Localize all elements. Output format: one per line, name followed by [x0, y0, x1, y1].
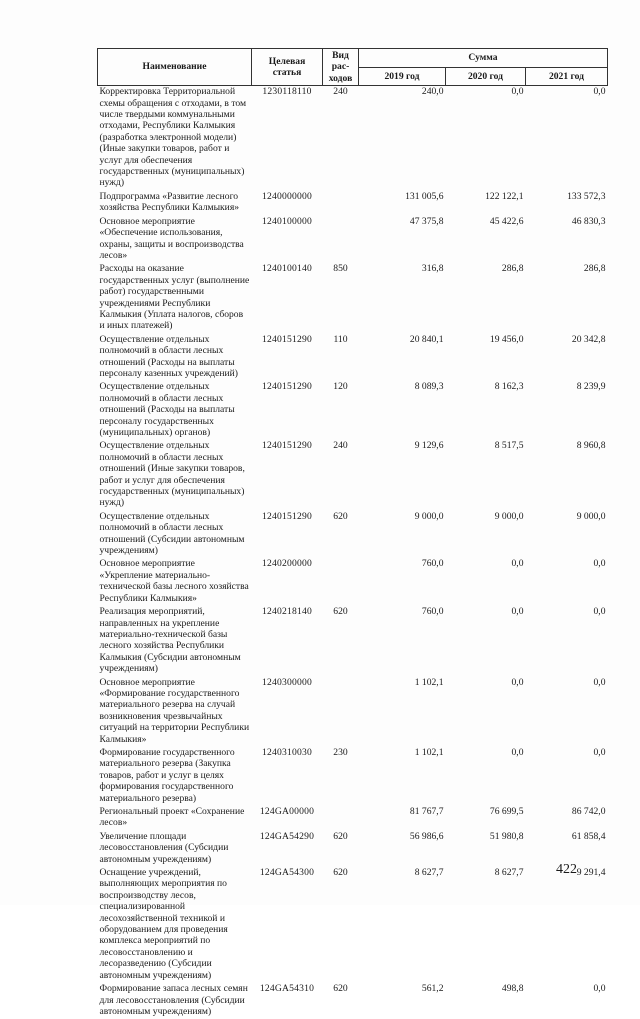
table-row — [98, 867, 608, 983]
row-value-2019: 1 102,1 — [414, 746, 444, 758]
row-code: 1240151290 — [262, 333, 312, 345]
row-code: 124GA54310 — [259, 983, 315, 995]
row-name: Региональный проект «Сохранение лесов» — [99, 806, 245, 829]
row-value-2020: 19 456,0 — [489, 333, 524, 345]
row-code: 1240151290 — [262, 440, 312, 452]
row-kind: 620 — [333, 510, 348, 522]
row-name: Осуществление отдельных полномочий в области лесных отношений (Расходы на выплаты персоналу казенных учреждений) — [99, 333, 238, 379]
row-value-2020: 498,8 — [501, 983, 524, 995]
row-name: Подпрограмма «Развитие лесного хозяйства Республики Калмыкия» — [99, 190, 240, 214]
row-value-2021: 0,0 — [593, 983, 606, 995]
row-kind — [323, 558, 359, 606]
row-value-2021: 0,0 — [593, 676, 606, 688]
row-value-2020: 9 000,0 — [494, 510, 524, 522]
page-number: 422 — [556, 862, 577, 877]
row-name: Основное мероприятие «Укрепление материально-технической базы лесного хозяйства Республики Калмыкия» — [99, 558, 249, 604]
row-kind — [323, 191, 359, 216]
row-code: 1240151290 — [262, 381, 312, 393]
table-row — [98, 263, 608, 333]
row-code: 124GA54290 — [259, 830, 315, 842]
row-value-2019: 561,2 — [421, 983, 444, 995]
row-name: Осуществление отдельных полномочий в области лесных отношений (Субсидии автономным учреждениям) — [99, 510, 245, 557]
row-code: 1240310030 — [262, 746, 312, 758]
header-code: Целевая статья — [252, 49, 323, 86]
row-value-2019: 8 089,3 — [414, 381, 444, 393]
row-kind: 240 — [333, 86, 348, 98]
row-name: Корректировка Территориальной схемы обращения с отходами, в том числе твердыми коммунальными отходами, Республики Калмыкия (разработка электронной модели) (Иные закупки товаров, работ и услуг для обеспечения государственных (муниципальных) нужд) — [99, 86, 247, 189]
table-row — [98, 747, 608, 806]
header-year-2020: 2020 год — [446, 67, 526, 86]
row-value-2020: 8 162,3 — [494, 381, 524, 393]
row-value-2019: 8 627,7 — [414, 867, 444, 879]
row-value-2019: 20 840,1 — [409, 333, 444, 345]
row-name: Оснащение учреждений, выполняющих мероприятия по воспроизводству лесов, специализированной лесохозяйственной техникой и оборудованием для проведения комплекса мероприятий по лесовосстановлению и лесоразведению (Субсидии автономным учреждениям) — [99, 867, 228, 981]
row-code: 1240200000 — [262, 558, 312, 570]
row-code: 124GA00000 — [259, 806, 315, 817]
table-row — [98, 831, 608, 867]
row-name: Реализация мероприятий, направленных на укрепление материально-технической базы лесного хозяйства Республики Калмыкия (Субсидии автономным учреждениям) — [99, 606, 241, 675]
table-row — [98, 677, 608, 747]
row-kind — [323, 216, 359, 264]
row-value-2020: 76 699,5 — [489, 806, 524, 817]
row-kind: 620 — [333, 830, 348, 842]
row-kind: 230 — [333, 746, 348, 758]
row-kind — [323, 677, 359, 747]
row-value-2019: 316,8 — [421, 263, 444, 275]
row-name: Расходы на оказание государственных услуг (выполнение работ) государственными учреждениями Республики Калмыкия (Уплата налогов, сборов и иных платежей) — [99, 263, 250, 332]
table-body — [98, 86, 608, 1019]
row-code: 1240100000 — [262, 215, 312, 227]
row-value-2019: 9 129,6 — [414, 440, 444, 452]
table-row — [98, 440, 608, 510]
row-name: Основное мероприятие «Обеспечение использования, охраны, защиты и воспроизводства лесов» — [99, 215, 244, 261]
row-kind: 620 — [333, 867, 348, 879]
row-kind — [323, 806, 359, 831]
row-kind: 240 — [333, 440, 348, 452]
row-name: Формирование государственного материального резерва (Закупка товаров, работ и услуг в целях формирования государственного материального резерва) — [99, 746, 235, 804]
table-row — [98, 806, 608, 831]
row-value-2021: 8 239,9 — [576, 381, 606, 393]
row-value-2021: 9 291,4 — [576, 867, 606, 879]
row-value-2019: 56 986,6 — [409, 830, 444, 842]
table-header — [98, 49, 608, 86]
header-kind: Вид рас-ходов — [323, 49, 359, 86]
row-value-2021: 20 342,8 — [571, 333, 606, 345]
row-value-2021: 133 572,3 — [567, 190, 606, 202]
row-code: 1240100140 — [262, 263, 312, 275]
table-row — [98, 381, 608, 440]
row-name: Формирование запаса лесных семян для лесовосстановления (Субсидии автономным учреждениям) — [99, 983, 248, 1017]
row-name: Увеличение площади лесовосстановления (Субсидии автономным учреждениям) — [99, 830, 229, 865]
row-value-2021: 8 960,8 — [576, 440, 606, 452]
row-value-2020: 0,0 — [511, 86, 524, 98]
table-row — [98, 86, 608, 191]
row-value-2021: 46 830,3 — [571, 215, 606, 227]
table-row — [98, 216, 608, 264]
row-kind: 620 — [333, 983, 348, 995]
row-value-2020: 0,0 — [511, 558, 524, 570]
row-value-2020: 51 980,8 — [489, 830, 524, 842]
row-value-2020: 122 122,1 — [485, 190, 524, 202]
table-row — [98, 606, 608, 676]
budget-table — [97, 48, 608, 1019]
table-row — [98, 191, 608, 216]
row-kind: 620 — [333, 606, 348, 618]
header-year-2021: 2021 год — [526, 67, 608, 86]
row-kind: 850 — [333, 263, 348, 275]
row-code: 1240151290 — [262, 510, 312, 522]
row-value-2019: 9 000,0 — [414, 510, 444, 522]
row-name: Осуществление отдельных полномочий в области лесных отношений (Иные закупки товаров, работ и услуг для обеспечения государственных (муниципальных) нужд) — [99, 440, 245, 509]
row-value-2021: 0,0 — [593, 606, 606, 618]
header-sum: Сумма — [359, 49, 608, 68]
table-row — [98, 558, 608, 606]
row-value-2021: 0,0 — [593, 558, 606, 570]
row-code: 124GA54300 — [259, 867, 315, 879]
row-kind: 110 — [333, 333, 348, 345]
row-code: 1230118110 — [262, 86, 312, 98]
row-code: 1240218140 — [262, 606, 312, 618]
row-code: 1240300000 — [262, 676, 312, 688]
table-row — [98, 511, 608, 559]
row-value-2021: 286,8 — [583, 263, 606, 275]
header-name: Наименование — [98, 49, 252, 86]
row-value-2021: 9 000,0 — [576, 510, 606, 522]
row-value-2020: 0,0 — [511, 746, 524, 758]
row-value-2021: 0,0 — [593, 746, 606, 758]
row-value-2019: 240,0 — [421, 86, 444, 98]
row-value-2019: 760,0 — [421, 606, 444, 618]
row-value-2020: 8 517,5 — [494, 440, 524, 452]
row-value-2019: 760,0 — [421, 558, 444, 570]
row-name: Основное мероприятие «Формирование государственного материального резерва на случай возникновения чрезвычайных ситуаций на территории Республики Калмыкия» — [99, 676, 250, 745]
row-kind: 120 — [333, 381, 348, 393]
row-value-2020: 45 422,6 — [489, 215, 524, 227]
row-value-2019: 81 767,7 — [409, 806, 444, 817]
table-row — [98, 983, 608, 1019]
row-value-2019: 1 102,1 — [414, 676, 444, 688]
header-year-2019: 2019 год — [359, 67, 446, 86]
row-value-2019: 131 005,6 — [405, 190, 444, 202]
row-code: 1240000000 — [262, 190, 312, 202]
row-value-2021: 61 858,4 — [571, 830, 606, 842]
row-value-2020: 8 627,7 — [494, 867, 524, 879]
row-value-2020: 0,0 — [511, 606, 524, 618]
row-value-2020: 0,0 — [511, 676, 524, 688]
row-value-2019: 47 375,8 — [409, 215, 444, 227]
row-value-2021: 86 742,0 — [571, 806, 606, 817]
row-value-2021: 0,0 — [593, 86, 606, 98]
table-row — [98, 334, 608, 382]
row-name: Осуществление отдельных полномочий в области лесных отношений (Расходы на выплаты персоналу государственных (муниципальных) органов) — [99, 381, 235, 438]
row-value-2020: 286,8 — [501, 263, 524, 275]
